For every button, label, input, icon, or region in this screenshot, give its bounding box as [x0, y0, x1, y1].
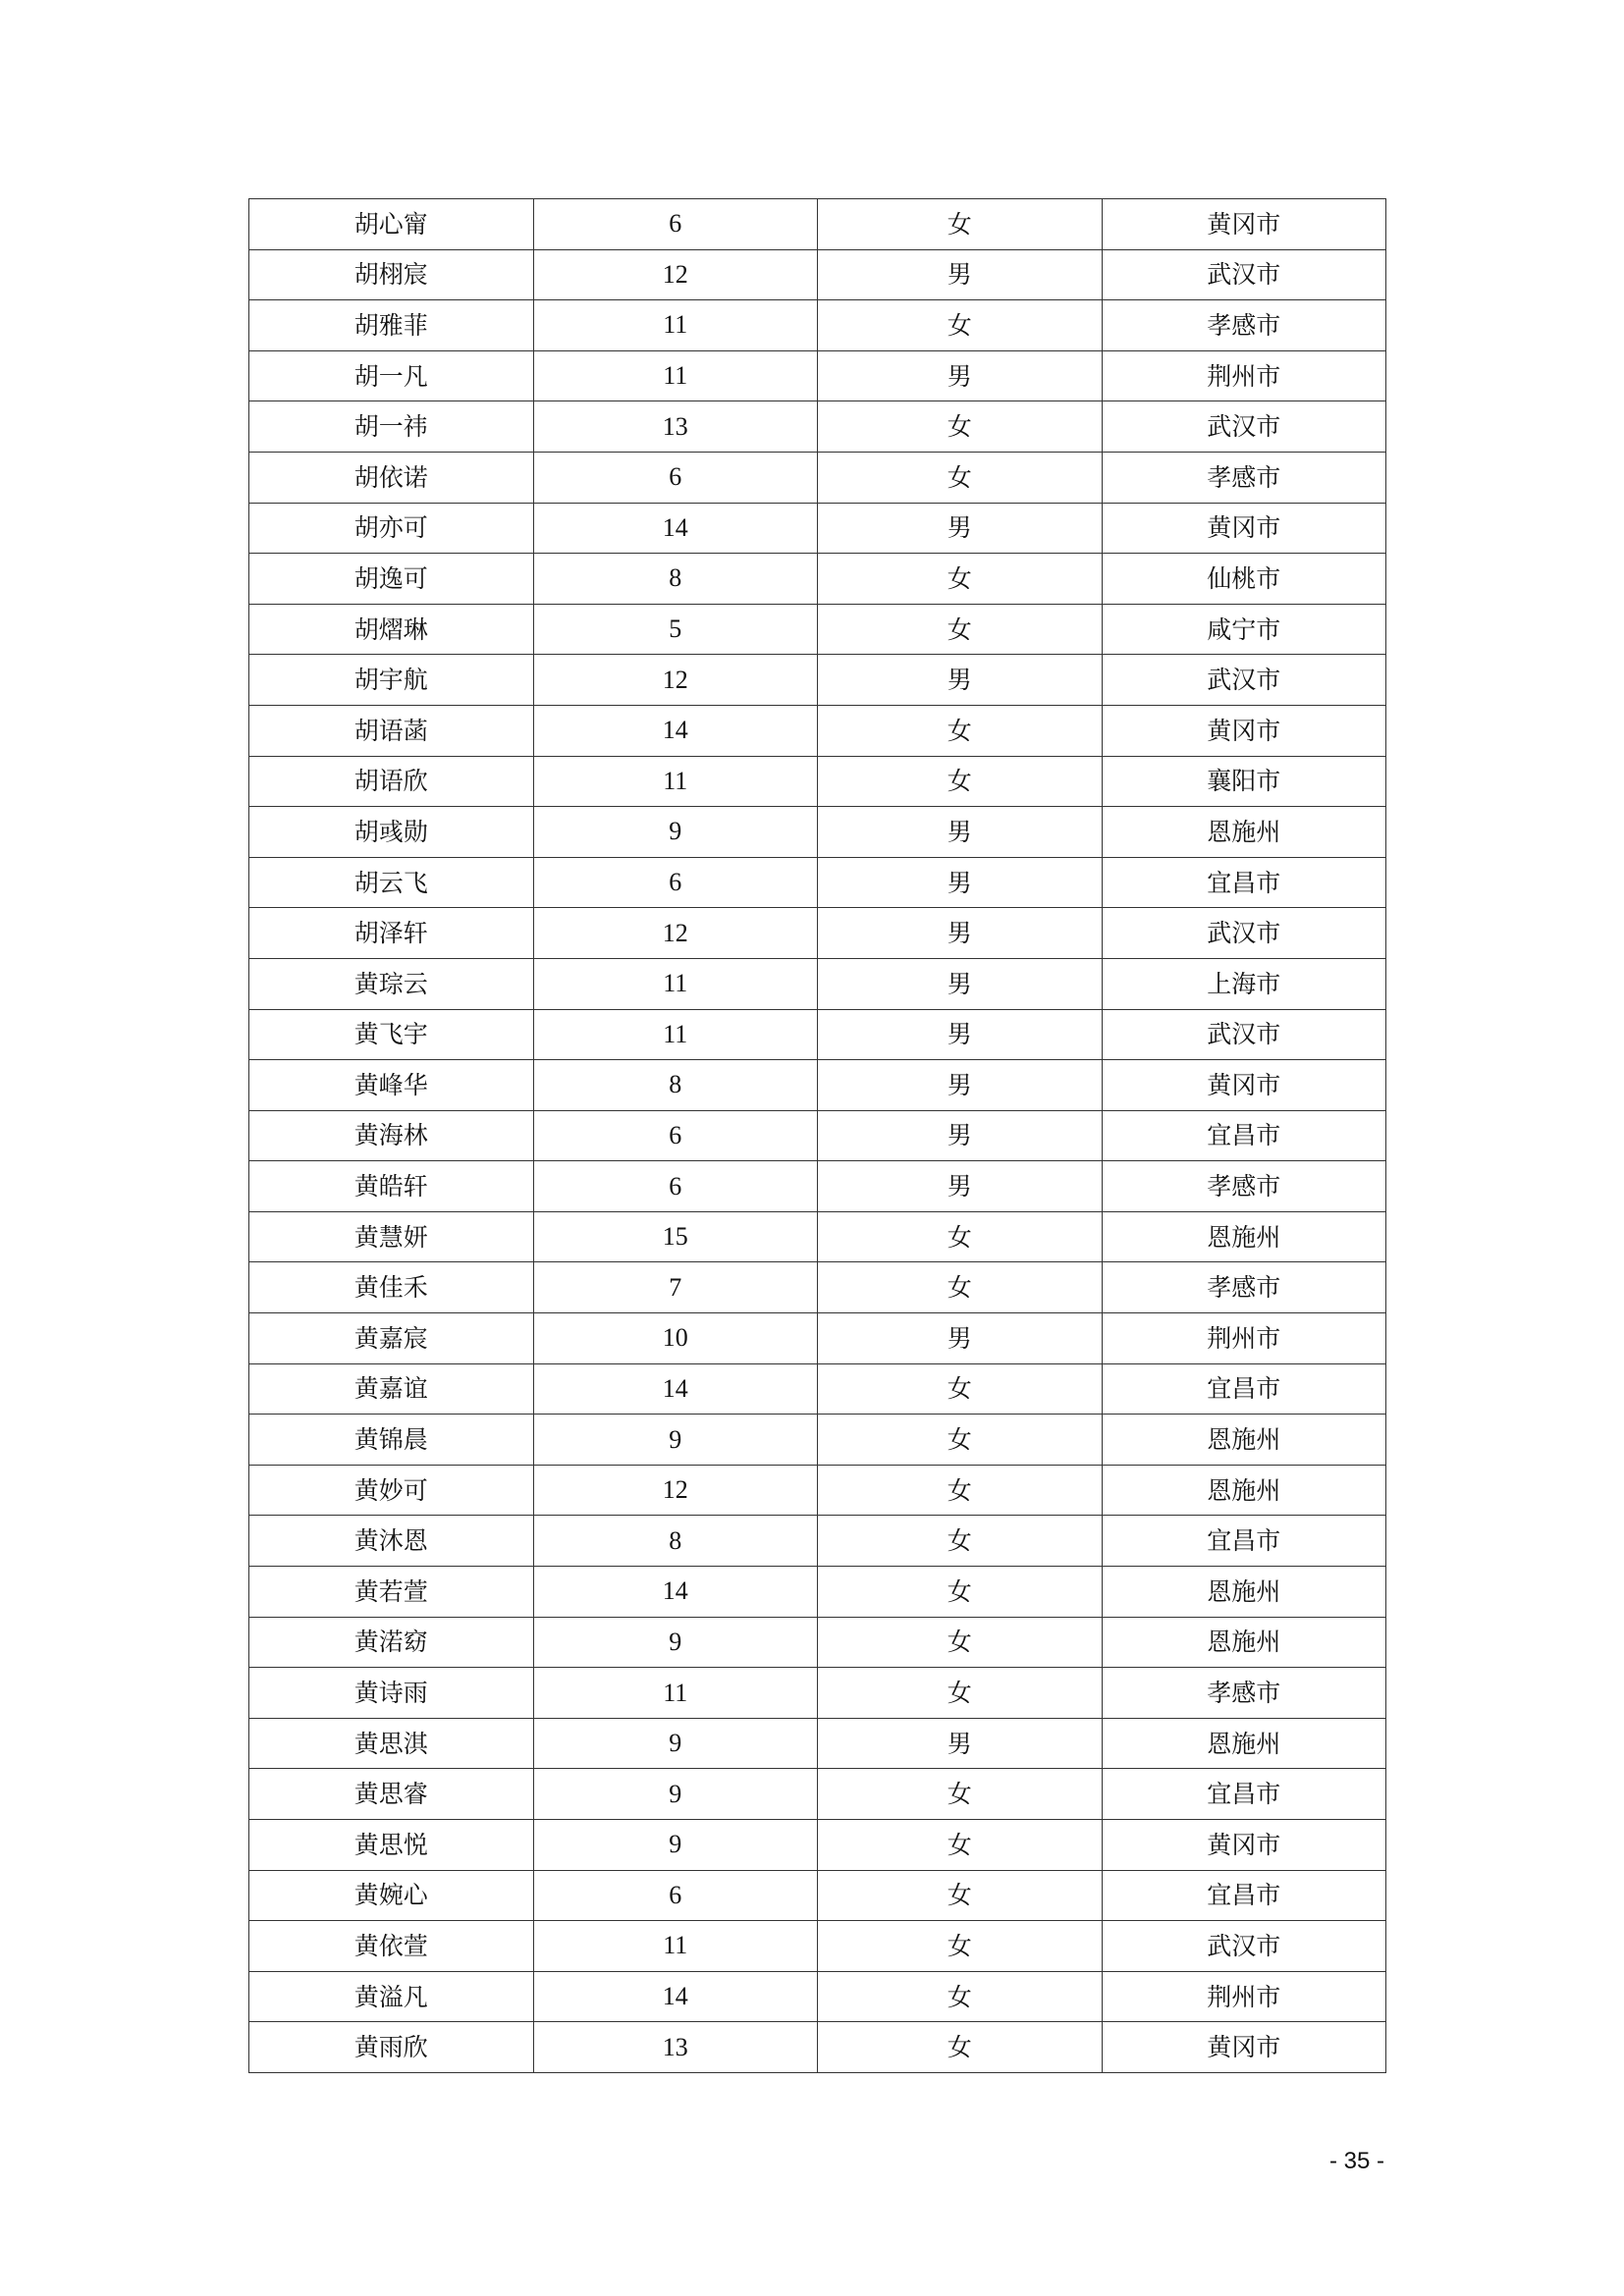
table-row	[249, 1262, 1386, 1313]
table-row	[249, 1769, 1386, 1820]
gender-cell: 女	[818, 554, 1103, 605]
table-row	[249, 503, 1386, 554]
gender-cell: 女	[818, 300, 1103, 351]
region-cell: 武汉市	[1102, 908, 1386, 959]
age-cell: 6	[533, 1161, 818, 1212]
table-row	[249, 554, 1386, 605]
age-cell: 11	[533, 1921, 818, 1972]
region-cell: 孝感市	[1102, 300, 1386, 351]
region-cell: 咸宁市	[1102, 604, 1386, 655]
page-number: - 35 -	[1328, 2148, 1384, 2174]
gender-cell: 男	[818, 1060, 1103, 1111]
name-cell: 黄依萱	[249, 1921, 534, 1972]
gender-cell: 男	[818, 908, 1103, 959]
age-cell: 12	[533, 1465, 818, 1516]
name-cell: 胡亦可	[249, 503, 534, 554]
table-row	[249, 1465, 1386, 1516]
region-cell: 恩施州	[1102, 1617, 1386, 1668]
age-cell: 11	[533, 300, 818, 351]
region-cell: 恩施州	[1102, 1718, 1386, 1769]
table-row	[249, 1110, 1386, 1161]
table-row	[249, 705, 1386, 756]
name-cell: 胡心甯	[249, 199, 534, 250]
name-cell: 黄慧妍	[249, 1211, 534, 1262]
age-cell: 9	[533, 807, 818, 858]
table-row	[249, 1567, 1386, 1618]
table-row	[249, 1718, 1386, 1769]
region-cell: 黄冈市	[1102, 705, 1386, 756]
name-cell: 胡语欣	[249, 756, 534, 807]
gender-cell: 女	[818, 756, 1103, 807]
name-cell: 黄峰华	[249, 1060, 534, 1111]
gender-cell: 女	[818, 1567, 1103, 1618]
table-row	[249, 2022, 1386, 2073]
name-cell: 胡语菡	[249, 705, 534, 756]
table-row	[249, 199, 1386, 250]
name-cell: 黄飞宇	[249, 1009, 534, 1060]
gender-cell: 女	[818, 1465, 1103, 1516]
region-cell: 恩施州	[1102, 807, 1386, 858]
name-cell: 黄妙可	[249, 1465, 534, 1516]
age-cell: 13	[533, 401, 818, 453]
age-cell: 14	[533, 705, 818, 756]
age-cell: 8	[533, 554, 818, 605]
table-row	[249, 604, 1386, 655]
region-cell: 恩施州	[1102, 1465, 1386, 1516]
age-cell: 5	[533, 604, 818, 655]
gender-cell: 女	[818, 452, 1103, 503]
name-cell: 黄海林	[249, 1110, 534, 1161]
gender-cell: 男	[818, 1718, 1103, 1769]
age-cell: 9	[533, 1617, 818, 1668]
name-cell: 黄溢凡	[249, 1971, 534, 2022]
table-row	[249, 1971, 1386, 2022]
gender-cell: 女	[818, 1820, 1103, 1871]
table-row	[249, 807, 1386, 858]
gender-cell: 女	[818, 2022, 1103, 2073]
age-cell: 11	[533, 350, 818, 401]
table-row	[249, 1820, 1386, 1871]
gender-cell: 男	[818, 807, 1103, 858]
gender-cell: 女	[818, 1516, 1103, 1567]
age-cell: 14	[533, 1567, 818, 1618]
age-cell: 9	[533, 1820, 818, 1871]
name-cell: 胡彧勋	[249, 807, 534, 858]
age-cell: 14	[533, 1363, 818, 1415]
name-cell: 黄思悦	[249, 1820, 534, 1871]
age-cell: 13	[533, 2022, 818, 2073]
gender-cell: 女	[818, 1870, 1103, 1921]
age-cell: 9	[533, 1718, 818, 1769]
gender-cell: 女	[818, 1415, 1103, 1466]
age-cell: 10	[533, 1313, 818, 1364]
name-cell: 胡泽轩	[249, 908, 534, 959]
table-row	[249, 655, 1386, 706]
age-cell: 11	[533, 1009, 818, 1060]
region-cell: 武汉市	[1102, 655, 1386, 706]
region-cell: 荆州市	[1102, 1971, 1386, 2022]
region-cell: 黄冈市	[1102, 503, 1386, 554]
table-row	[249, 1921, 1386, 1972]
name-cell: 胡宇航	[249, 655, 534, 706]
region-cell: 仙桃市	[1102, 554, 1386, 605]
name-cell: 黄嘉谊	[249, 1363, 534, 1415]
region-cell: 宜昌市	[1102, 1870, 1386, 1921]
name-cell: 黄婉心	[249, 1870, 534, 1921]
name-cell: 黄雨欣	[249, 2022, 534, 2073]
table-row	[249, 1617, 1386, 1668]
table-row	[249, 958, 1386, 1009]
name-cell: 黄思淇	[249, 1718, 534, 1769]
age-cell: 9	[533, 1415, 818, 1466]
age-cell: 15	[533, 1211, 818, 1262]
region-cell: 荆州市	[1102, 1313, 1386, 1364]
name-cell: 胡依诺	[249, 452, 534, 503]
name-cell: 黄皓轩	[249, 1161, 534, 1212]
name-cell: 黄诗雨	[249, 1668, 534, 1719]
gender-cell: 女	[818, 1363, 1103, 1415]
region-cell: 黄冈市	[1102, 2022, 1386, 2073]
gender-cell: 女	[818, 401, 1103, 453]
region-cell: 黄冈市	[1102, 1060, 1386, 1111]
age-cell: 12	[533, 655, 818, 706]
age-cell: 11	[533, 1668, 818, 1719]
table-row	[249, 1009, 1386, 1060]
region-cell: 襄阳市	[1102, 756, 1386, 807]
table-row	[249, 1668, 1386, 1719]
region-cell: 武汉市	[1102, 1009, 1386, 1060]
name-cell: 胡熠琳	[249, 604, 534, 655]
name-cell: 黄琮云	[249, 958, 534, 1009]
gender-cell: 男	[818, 1110, 1103, 1161]
name-cell: 黄嘉宸	[249, 1313, 534, 1364]
table-row	[249, 1313, 1386, 1364]
age-cell: 8	[533, 1060, 818, 1111]
roster-table-body	[249, 199, 1386, 2073]
table-row	[249, 350, 1386, 401]
name-cell: 胡一祎	[249, 401, 534, 453]
gender-cell: 男	[818, 958, 1103, 1009]
table-row	[249, 908, 1386, 959]
gender-cell: 男	[818, 1161, 1103, 1212]
table-row	[249, 756, 1386, 807]
table-row	[249, 249, 1386, 300]
age-cell: 11	[533, 958, 818, 1009]
table-row	[249, 1060, 1386, 1111]
region-cell: 武汉市	[1102, 249, 1386, 300]
region-cell: 宜昌市	[1102, 857, 1386, 908]
region-cell: 宜昌市	[1102, 1363, 1386, 1415]
gender-cell: 男	[818, 249, 1103, 300]
gender-cell: 男	[818, 1009, 1103, 1060]
table-row	[249, 1516, 1386, 1567]
age-cell: 9	[533, 1769, 818, 1820]
region-cell: 黄冈市	[1102, 199, 1386, 250]
table-row	[249, 1211, 1386, 1262]
name-cell: 黄锦晨	[249, 1415, 534, 1466]
gender-cell: 女	[818, 604, 1103, 655]
age-cell: 8	[533, 1516, 818, 1567]
age-cell: 6	[533, 452, 818, 503]
region-cell: 荆州市	[1102, 350, 1386, 401]
table-row	[249, 401, 1386, 453]
region-cell: 恩施州	[1102, 1567, 1386, 1618]
gender-cell: 女	[818, 1617, 1103, 1668]
age-cell: 12	[533, 249, 818, 300]
name-cell: 黄沐恩	[249, 1516, 534, 1567]
table-row	[249, 1363, 1386, 1415]
roster-table	[248, 198, 1386, 2073]
age-cell: 14	[533, 503, 818, 554]
table-row	[249, 857, 1386, 908]
name-cell: 胡云飞	[249, 857, 534, 908]
name-cell: 胡逸可	[249, 554, 534, 605]
gender-cell: 男	[818, 857, 1103, 908]
gender-cell: 女	[818, 1211, 1103, 1262]
gender-cell: 女	[818, 199, 1103, 250]
gender-cell: 男	[818, 350, 1103, 401]
age-cell: 6	[533, 199, 818, 250]
name-cell: 黄思睿	[249, 1769, 534, 1820]
region-cell: 恩施州	[1102, 1415, 1386, 1466]
gender-cell: 男	[818, 1313, 1103, 1364]
region-cell: 宜昌市	[1102, 1769, 1386, 1820]
age-cell: 6	[533, 1870, 818, 1921]
table-row	[249, 1415, 1386, 1466]
name-cell: 胡雅菲	[249, 300, 534, 351]
gender-cell: 女	[818, 1971, 1103, 2022]
gender-cell: 女	[818, 1668, 1103, 1719]
name-cell: 胡栩宸	[249, 249, 534, 300]
region-cell: 上海市	[1102, 958, 1386, 1009]
gender-cell: 女	[818, 1769, 1103, 1820]
age-cell: 11	[533, 756, 818, 807]
gender-cell: 女	[818, 1262, 1103, 1313]
name-cell: 黄佳禾	[249, 1262, 534, 1313]
region-cell: 孝感市	[1102, 452, 1386, 503]
age-cell: 14	[533, 1971, 818, 2022]
table-row	[249, 1870, 1386, 1921]
region-cell: 宜昌市	[1102, 1110, 1386, 1161]
table-row	[249, 452, 1386, 503]
age-cell: 6	[533, 1110, 818, 1161]
region-cell: 恩施州	[1102, 1211, 1386, 1262]
region-cell: 武汉市	[1102, 1921, 1386, 1972]
region-cell: 孝感市	[1102, 1262, 1386, 1313]
age-cell: 7	[533, 1262, 818, 1313]
region-cell: 孝感市	[1102, 1161, 1386, 1212]
age-cell: 12	[533, 908, 818, 959]
table-row	[249, 300, 1386, 351]
gender-cell: 男	[818, 655, 1103, 706]
gender-cell: 女	[818, 705, 1103, 756]
name-cell: 黄若萱	[249, 1567, 534, 1618]
name-cell: 胡一凡	[249, 350, 534, 401]
region-cell: 孝感市	[1102, 1668, 1386, 1719]
region-cell: 宜昌市	[1102, 1516, 1386, 1567]
region-cell: 黄冈市	[1102, 1820, 1386, 1871]
gender-cell: 女	[818, 1921, 1103, 1972]
gender-cell: 男	[818, 503, 1103, 554]
table-row	[249, 1161, 1386, 1212]
name-cell: 黄渃窈	[249, 1617, 534, 1668]
age-cell: 6	[533, 857, 818, 908]
region-cell: 武汉市	[1102, 401, 1386, 453]
